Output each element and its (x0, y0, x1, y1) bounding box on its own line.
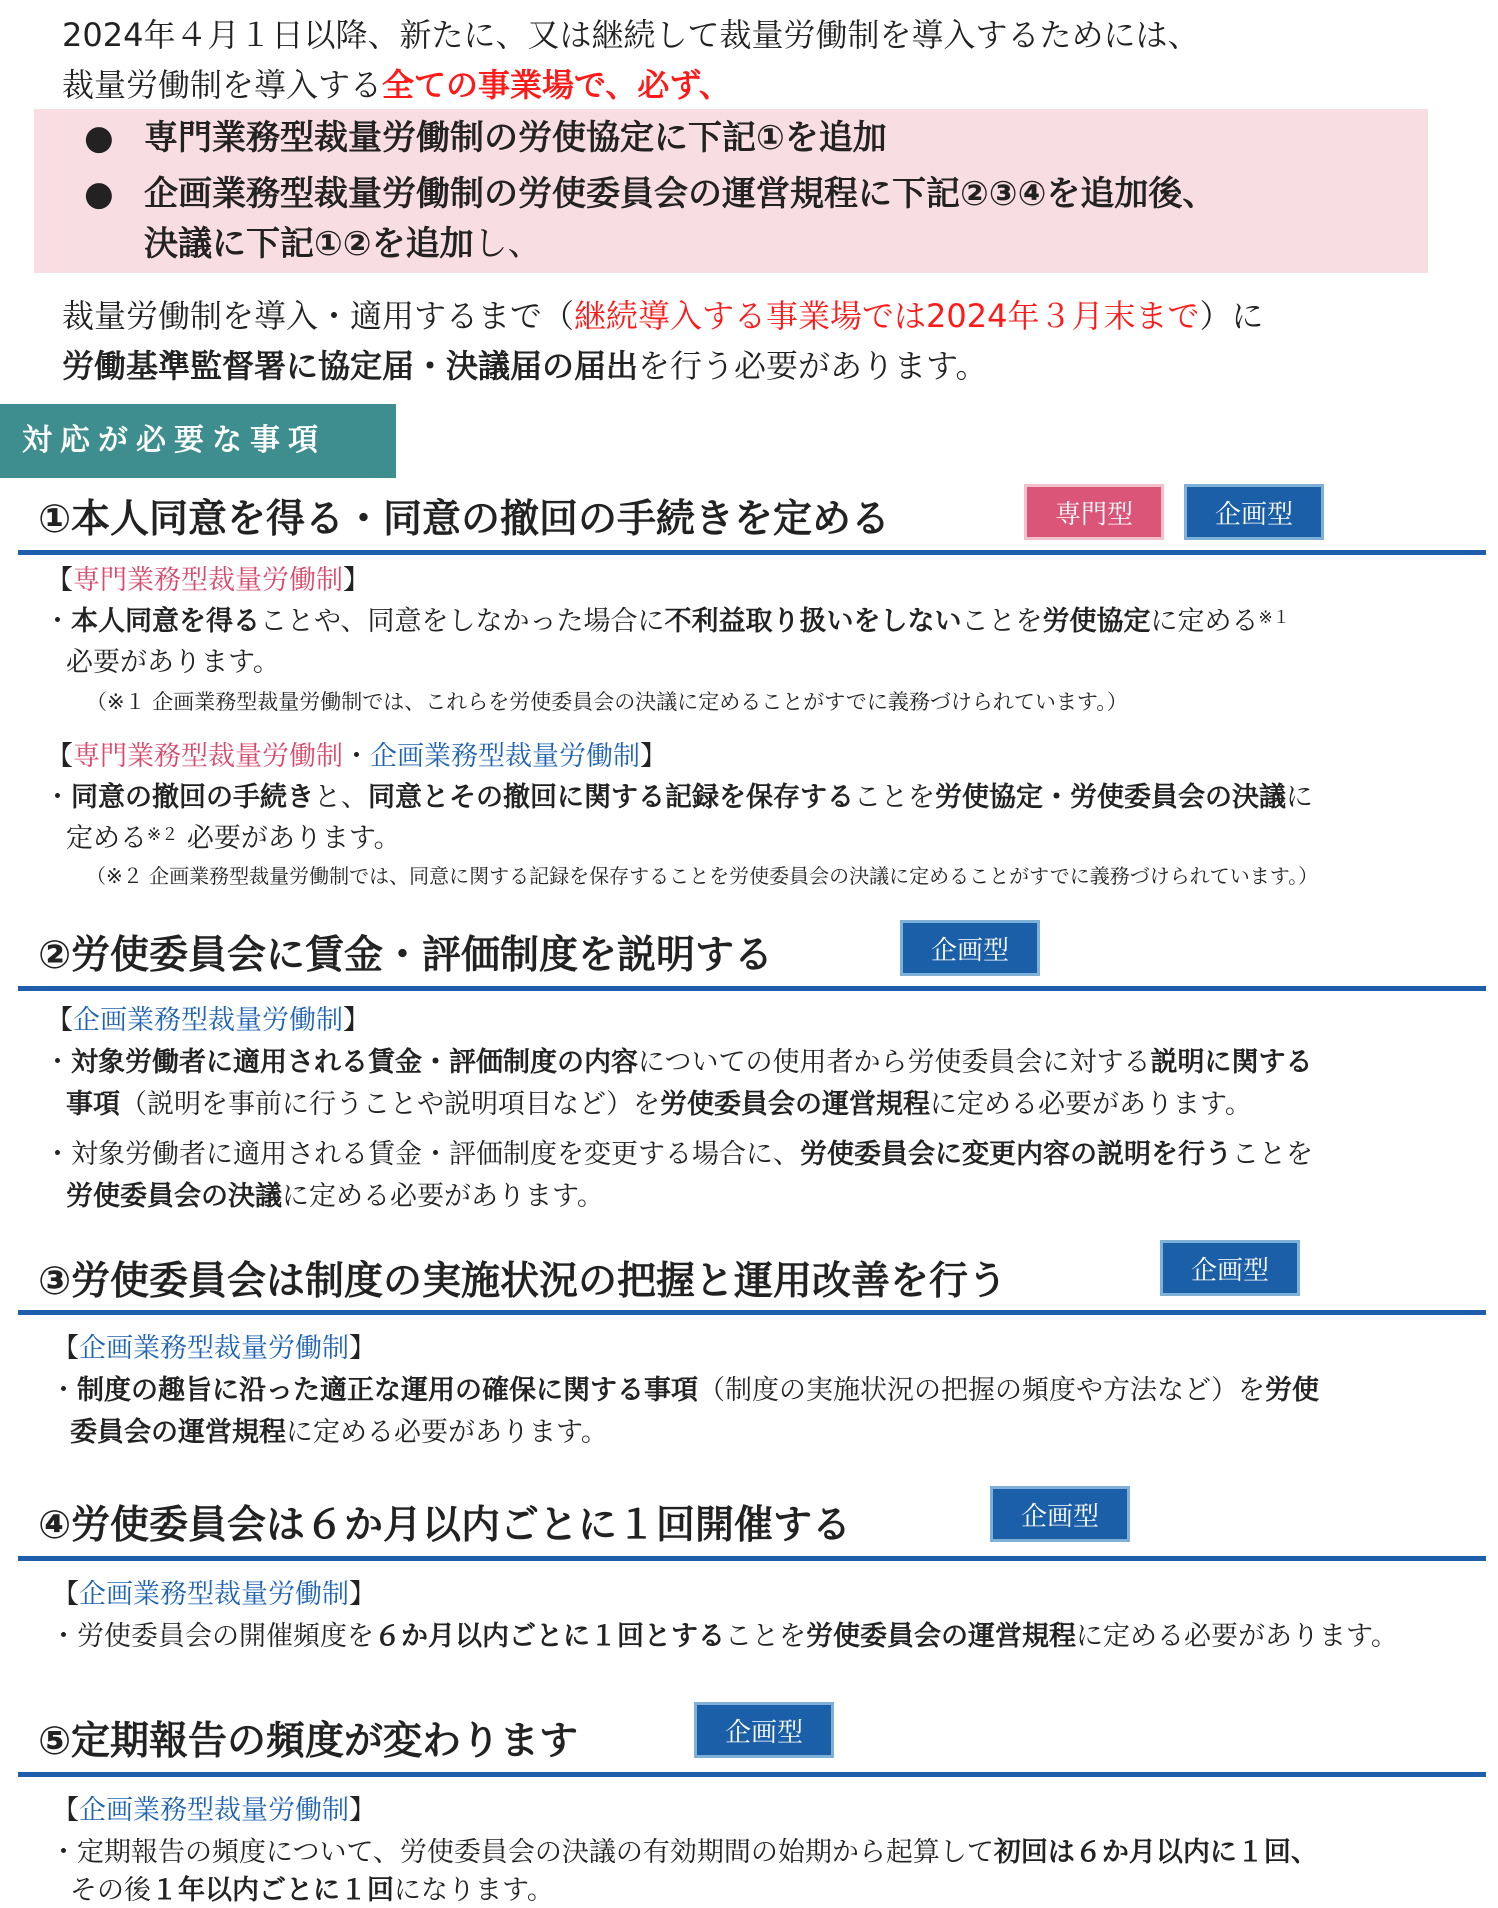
section-5-item-1-line-2: その後１年以内ごとに１回になります。 (70, 1875, 554, 1906)
tag-kikaku: 企画型 (1160, 1240, 1300, 1296)
section-2-item-2: ・対象労働者に適用される賃金・評価制度を変更する場合に、労使委員会に変更内容の説明を行うことを (44, 1139, 1313, 1170)
section-1-note-2: （※２ 企画業務型裁量労働制では、同意に関する記録を保存することを労使委員会の決議に定めることがすでに義務づけられています。） (86, 864, 1319, 888)
section-3-title: ③労使委員会は制度の実施状況の把握と運用改善を行う (38, 1259, 1008, 1304)
section-2-title: ②労使委員会に賃金・評価制度を説明する (38, 933, 774, 978)
tag-kikaku: 企画型 (990, 1486, 1130, 1542)
intro-line-1: 2024年４月１日以降、新たに、又は継続して裁量労働制を導入するためには、 (62, 16, 1200, 54)
tag-kikaku: 企画型 (1184, 484, 1324, 540)
intro-line-2: 裁量労働制を導入する全ての事業場で、必ず、 (62, 66, 731, 104)
section-1-heading-1: 【専門業務型裁量労働制】 (46, 565, 370, 596)
bullet-2-line-2: 決議に下記①②を追加し、 (144, 224, 542, 264)
section-5-heading: 【企画業務型裁量労働制】 (52, 1795, 376, 1826)
section-3-item-1: ・制度の趣旨に沿った適正な運用の確保に関する事項（制度の実施状況の把握の頻度や方法など）を労使 (50, 1375, 1319, 1406)
intro-line-4: 労働基準監督署に協定届・決議届の届出を行う必要があります。 (62, 347, 988, 385)
section-4-heading: 【企画業務型裁量労働制】 (52, 1579, 376, 1610)
section-5-rule (18, 1772, 1486, 1777)
tag-kikaku: 企画型 (694, 1702, 834, 1758)
tag-senmon: 専門型 (1024, 484, 1164, 540)
section-1-note-1: （※１ 企画業務型裁量労働制では、これらを労使委員会の決議に定めることがすでに義務づけられています。） (86, 690, 1128, 714)
bullet-1: ● 専門業務型裁量労働制の労使協定に下記①を追加 (84, 118, 887, 158)
section-5-item-1: ・定期報告の頻度について、労使委員会の決議の有効期間の始期から起算して初回は６か月以内に１回、 (50, 1837, 1318, 1868)
section-1-title: ①本人同意を得る・同意の撤回の手続きを定める (38, 497, 891, 542)
section-2-rule (18, 986, 1486, 991)
section-1-item-1: ・本人同意を得ることや、同意をしなかった場合に不利益取り扱いをしないことを労使協定に定める$^{※1}$ (44, 606, 1290, 637)
tag-kikaku: 企画型 (900, 920, 1040, 976)
section-4-item-1: ・労使委員会の開催頻度を６か月以内ごとに１回とすることを労使委員会の運営規程に定める必要があります。 (50, 1621, 1398, 1652)
section-2-item-2-line-2: 労使委員会の決議に定める必要があります。 (66, 1181, 604, 1212)
section-label: 対応が必要な事項 (0, 404, 396, 478)
intro-line-3: 裁量労働制を導入・適用するまで（継続導入する事業場では2024年３月末まで）に (62, 297, 1264, 335)
section-1-heading-2: 【専門業務型裁量労働制・企画業務型裁量労働制】 (46, 741, 667, 772)
section-5-title: ⑤定期報告の頻度が変わります (38, 1719, 579, 1764)
section-3-rule (18, 1310, 1486, 1315)
section-3-item-1-line-2: 委員会の運営規程に定める必要があります。 (70, 1417, 608, 1448)
section-1-item-1-line-2: 必要があります。 (66, 647, 280, 678)
bullet-2: ● 企画業務型裁量労働制の労使委員会の運営規程に下記②③④を追加後、 (84, 174, 1217, 214)
section-1-rule (18, 550, 1486, 555)
section-4-title: ④労使委員会は６か月以内ごとに１回開催する (38, 1503, 852, 1548)
section-2-heading: 【企画業務型裁量労働制】 (46, 1005, 370, 1036)
section-2-item-1-line-2: 事項（説明を事前に行うことや説明項目など）を労使委員会の運営規程に定める必要があります。 (66, 1089, 1252, 1120)
section-4-rule (18, 1556, 1486, 1561)
section-1-item-2: ・同意の撤回の手続きと、同意とその撤回に関する記録を保存することを労使協定・労使委員会の決議に (44, 782, 1313, 813)
section-3-heading: 【企画業務型裁量労働制】 (52, 1333, 376, 1364)
section-1-item-2-line-2: 定める$^{※2}$ 必要があります。 (66, 823, 401, 854)
section-2-item-1: ・対象労働者に適用される賃金・評価制度の内容についての使用者から労使委員会に対する説明に関する (44, 1047, 1313, 1078)
